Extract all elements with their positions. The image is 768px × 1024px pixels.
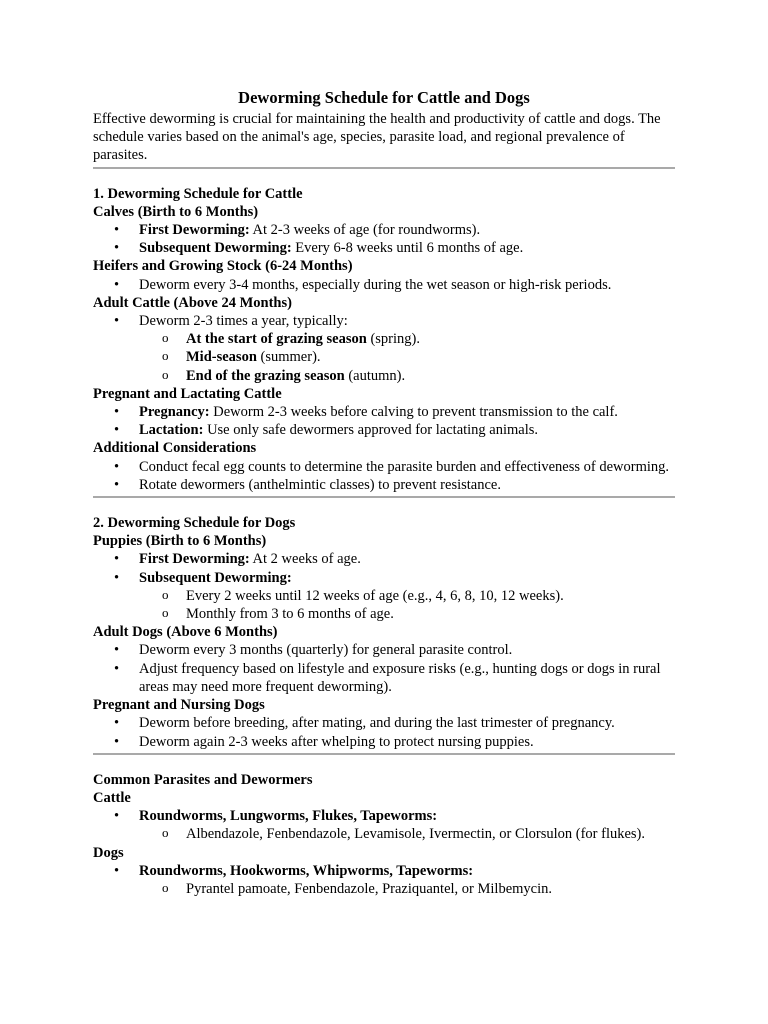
puppies-sublist bbox=[139, 587, 675, 623]
list-item: • Subsequent Deworming: Every 6-8 weeks until 6 months of age. bbox=[93, 239, 675, 257]
list-item: • Subsequent Deworming: o Every 2 weeks until 12 weeks of age (e.g., 4, 6, 8, 10, 12 weeks). o Monthly from 3 to 6 months of age. bbox=[93, 569, 675, 624]
list-item: • First Deworming: At 2-3 weeks of age (for roundworms). bbox=[93, 221, 675, 239]
list-item: • Pregnancy: Deworm 2-3 weeks before calving to prevent transmission to the calf. bbox=[93, 403, 675, 421]
list-item: • Deworm every 3 months (quarterly) for general parasite control. bbox=[93, 641, 675, 659]
adult-dogs-heading: Adult Dogs (Above 6 Months) bbox=[93, 624, 278, 641]
additional-heading: Additional Considerations bbox=[93, 440, 257, 457]
section-divider bbox=[93, 496, 675, 498]
list-item: • Deworm 2-3 times a year, typically: o At the start of grazing season (spring). o Mid-season (summer). o End of the grazing season (autumn). bbox=[93, 312, 675, 385]
cattle-section-heading: 1. Deworming Schedule for Cattle bbox=[93, 185, 303, 202]
sub-list-item: o Pyrantel pamoate, Fenbendazole, Praziquantel, or Milbemycin. bbox=[93, 880, 675, 898]
sub-list-item: o Every 2 weeks until 12 weeks of age (e.g., 4, 6, 8, 10, 12 weeks). bbox=[93, 587, 675, 605]
list-item: • Lactation: Use only safe dewormers approved for lactating animals. bbox=[93, 421, 675, 439]
section-divider bbox=[93, 167, 675, 169]
pregnant-cattle-heading: Pregnant and Lactating Cattle bbox=[93, 385, 282, 402]
adult-cattle-list bbox=[93, 312, 675, 385]
dogs-dewormers-sublist bbox=[139, 880, 675, 898]
puppies-list bbox=[93, 550, 675, 623]
list-item: • Adjust frequency based on lifestyle and exposure risks (e.g., hunting dogs or dogs in rural areas may need more frequent deworming). bbox=[93, 660, 675, 696]
heifers-heading: Heifers and Growing Stock (6-24 Months) bbox=[93, 258, 353, 275]
sub-list-item: o Monthly from 3 to 6 months of age. bbox=[93, 605, 675, 623]
additional-list bbox=[93, 458, 675, 494]
list-item: • Roundworms, Hookworms, Whipworms, Tapeworms: o Pyrantel pamoate, Fenbendazole, Praziquantel, or Milbemycin. bbox=[93, 862, 675, 898]
sub-list-item: o Albendazole, Fenbendazole, Levamisole, Ivermectin, or Clorsulon (for flukes). bbox=[93, 825, 675, 843]
calves-list bbox=[93, 221, 675, 257]
pregnant-cattle-list bbox=[93, 403, 675, 439]
list-item: • Roundworms, Lungworms, Flukes, Tapeworms: o Albendazole, Fenbendazole, Levamisole, Ivermectin, or Clorsulon (for flukes). bbox=[93, 807, 675, 843]
puppies-heading: Puppies (Birth to 6 Months) bbox=[93, 533, 267, 550]
list-item: • Deworm before breeding, after mating, and during the last trimester of pregnancy. bbox=[93, 714, 675, 732]
grazing-sublist bbox=[139, 330, 675, 385]
list-item: • Conduct fecal egg counts to determine the parasite burden and effectiveness of deworming. bbox=[93, 458, 675, 476]
parasites-cattle-heading: Cattle bbox=[93, 789, 131, 806]
adult-cattle-heading: Adult Cattle (Above 24 Months) bbox=[93, 294, 292, 311]
sub-list-item: o Mid-season (summer). bbox=[93, 348, 675, 366]
parasites-dogs-list bbox=[93, 862, 675, 898]
list-item: • Deworm again 2-3 weeks after whelping to protect nursing puppies. bbox=[93, 733, 675, 751]
heifers-list bbox=[93, 276, 675, 294]
parasites-cattle-list bbox=[93, 807, 675, 843]
pregnant-dogs-list bbox=[93, 714, 675, 750]
list-item: • First Deworming: At 2 weeks of age. bbox=[93, 550, 675, 568]
cattle-dewormers-sublist bbox=[139, 825, 675, 843]
intro-paragraph: Effective deworming is crucial for maintaining the health and productivity of cattle and dogs. The schedule varies based on the animal's age, species, parasite load, and regional prevalence of parasites. bbox=[93, 111, 661, 164]
calves-heading: Calves (Birth to 6 Months) bbox=[93, 203, 259, 220]
list-item: • Rotate dewormers (anthelmintic classes) to prevent resistance. bbox=[93, 476, 675, 494]
pregnant-dogs-heading: Pregnant and Nursing Dogs bbox=[93, 697, 265, 714]
parasites-heading: Common Parasites and Dewormers bbox=[93, 771, 313, 788]
list-item: • Deworm every 3-4 months, especially during the wet season or high-risk periods. bbox=[93, 276, 675, 294]
adult-dogs-list bbox=[93, 641, 675, 696]
sub-list-item: o At the start of grazing season (spring). bbox=[93, 330, 675, 348]
parasites-dogs-heading: Dogs bbox=[93, 844, 124, 861]
section-divider bbox=[93, 753, 675, 755]
dogs-section-heading: 2. Deworming Schedule for Dogs bbox=[93, 515, 296, 532]
document-page bbox=[93, 88, 675, 898]
sub-list-item: o End of the grazing season (autumn). bbox=[93, 367, 675, 385]
document-title: Deworming Schedule for Cattle and Dogs bbox=[238, 88, 530, 107]
